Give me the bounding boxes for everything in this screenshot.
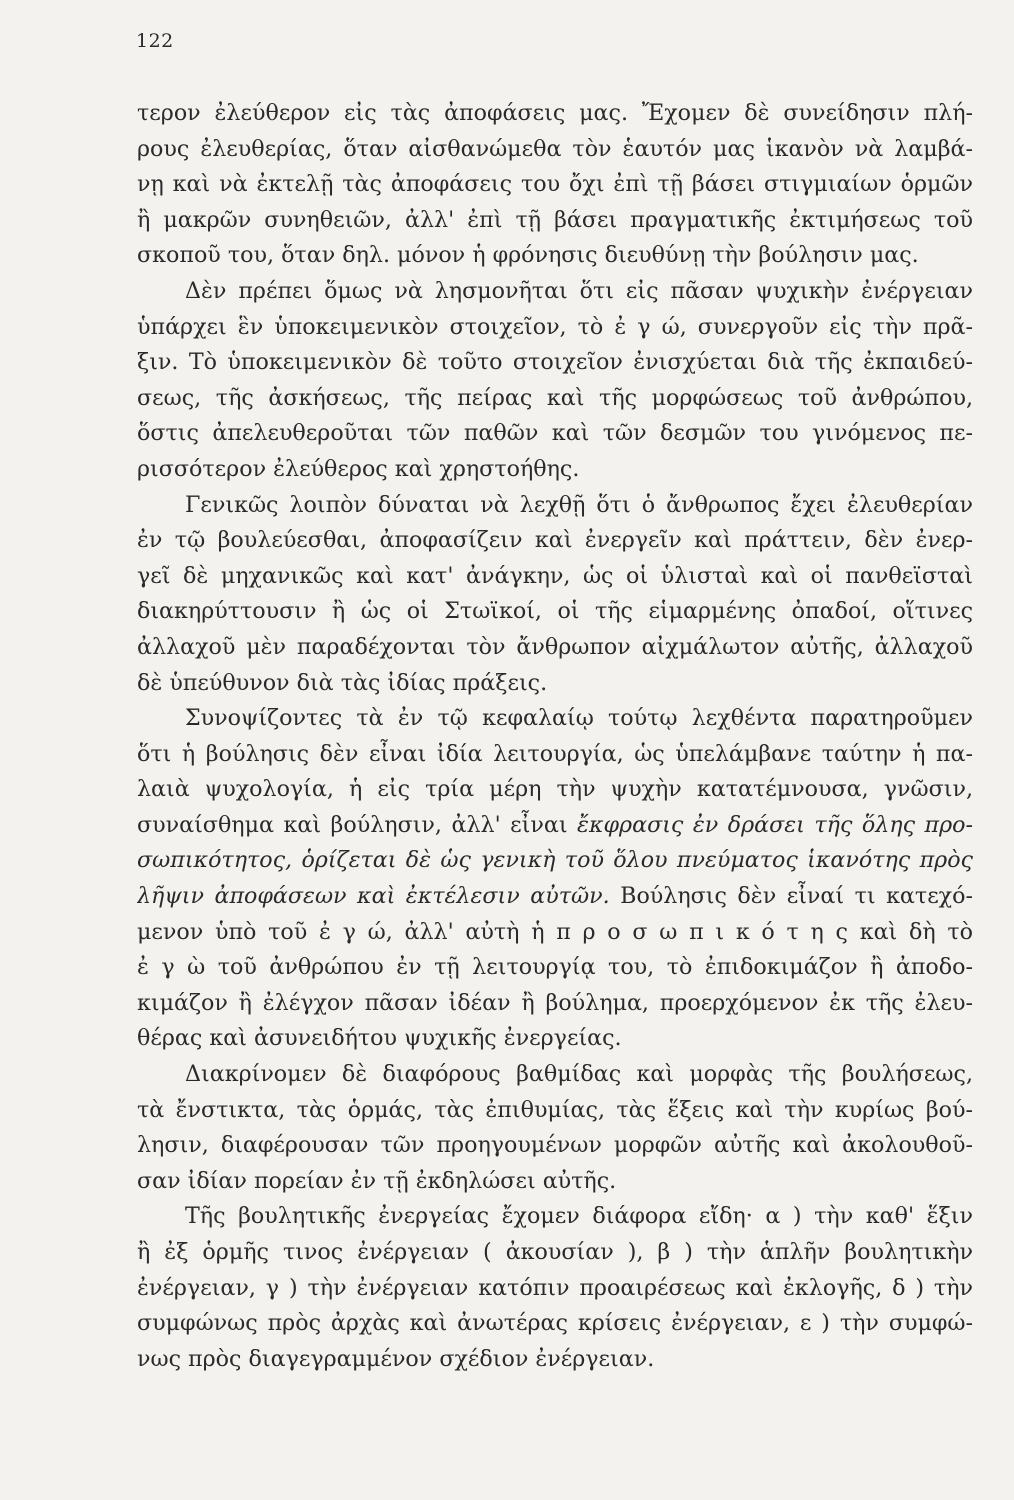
- text-segment: Δὲν πρέπει ὅμως νὰ λησμονῆται ὅτι εἰς πᾶσαν ψυχικὴν ἐνέργειαν: [185, 277, 973, 304]
- text-segment: Τῆς βουλητικῆς ἐνεργείας ἔχομεν διάφορα εἴδη· α ) τὴν καθ' ἕξιν: [185, 1203, 973, 1230]
- text-segment: συμφώνως πρὸς ἀρχὰς καὶ ἀνωτέρας κρίσεις ἐνέργειαν, ε ) τὴν συμφώ-: [137, 1310, 973, 1337]
- text-segment: Γενικῶς λοιπὸν δύναται νὰ λεχθῇ ὅτι ὁ ἄνθρωπος ἔχει ἐλευθερίαν: [185, 491, 973, 518]
- text-segment: ἀλλαχοῦ μὲν παραδέχονται τὸν ἄνθρωπον αἰχμάλωτον αὐτῆς, ἀλλαχοῦ: [137, 633, 973, 660]
- text-line: [137, 167, 973, 203]
- text-segment: ρους ἐλευθερίας, ὅταν αἰσθανώμεθα τὸν ἑαυτόν μας ἱκανὸν νὰ λαμβά-: [137, 135, 973, 162]
- text-line: [137, 1235, 973, 1271]
- text-line: [137, 310, 973, 346]
- text-segment: Διακρίνομεν δὲ διαφόρους βαθμίδας καὶ μορφὰς τῆς βουλήσεως,: [185, 1061, 973, 1088]
- text-line: [137, 1199, 973, 1235]
- text-line: [137, 1093, 973, 1129]
- text-line: [137, 488, 973, 524]
- italic-text-segment: λῆψιν ἀποφάσεων καὶ ἐκτέλεσιν αὐτῶν.: [137, 883, 610, 910]
- text-segment: συναίσθημα καὶ βούλησιν, ἀλλ' εἶναι: [137, 811, 578, 838]
- text-line: [137, 1164, 973, 1200]
- text-segment: ἢ μακρῶν συνηθειῶν, ἀλλ' ἐπὶ τῇ βάσει πραγματικῆς ἐκτιμήσεως τοῦ: [137, 206, 973, 233]
- text-segment: διακηρύττουσιν ἢ ὡς οἱ Στωϊκοί, οἱ τῆς εἱμαρμένης ὀπαδοί, οἵτινες: [137, 598, 973, 625]
- text-line: [137, 1306, 973, 1342]
- text-segment: κιμάζον ἢ ἐλέγχον πᾶσαν ἰδέαν ἢ βούλημα, προερχόμενον ἐκ τῆς ἐλευ-: [137, 989, 973, 1016]
- text-line: [137, 701, 973, 737]
- text-segment: ὅστις ἀπελευθεροῦται τῶν παθῶν καὶ τῶν δεσμῶν του γινόμενος πε-: [137, 420, 973, 447]
- text-line: [137, 203, 973, 239]
- text-segment: ἐνέργειαν, γ ) τὴν ἐνέργειαν κατόπιν προαιρέσεως καὶ ἐκλογῆς, δ ) τὴν: [137, 1274, 973, 1301]
- text-segment: τὰ ἔνστικτα, τὰς ὁρμάς, τὰς ἐπιθυμίας, τὰς ἕξεις καὶ τὴν κυρίως βού-: [137, 1096, 973, 1123]
- text-line: [137, 808, 973, 844]
- text-line: [137, 381, 973, 417]
- text-line: [137, 630, 973, 666]
- text-segment: σκοποῦ του, ὅταν δηλ. μόνον ἡ φρόνησις διευθύνῃ τὴν βούλησιν μας.: [137, 242, 919, 269]
- text-line: [137, 96, 973, 132]
- text-segment: μενον ὑπὸ τοῦ ἐ γ ώ, ἀλλ' αὐτὴ ἡ π ρ ο σ ω π ι κ ό τ η ς καὶ δὴ τὸ: [137, 918, 973, 945]
- text-segment: λησιν, διαφέρουσαν τῶν προηγουμένων μορφῶν αὐτῆς καὶ ἀκολουθοῦ-: [137, 1132, 973, 1159]
- text-segment: ὑπάρχει ἓν ὑποκειμενικὸν στοιχεῖον, τὸ ἐ γ ώ, συνεργοῦν εἰς τὴν πρᾶ-: [137, 313, 973, 340]
- text-line: [137, 559, 973, 595]
- text-segment: νως πρὸς διαγεγραμμένον σχέδιον ἐνέργειαν.: [137, 1345, 655, 1372]
- text-segment: γεῖ δὲ μηχανικῶς καὶ κατ' ἀνάγκην, ὡς οἱ ὑλισταὶ καὶ οἱ πανθεϊσταὶ: [137, 562, 973, 589]
- text-line: [137, 1271, 973, 1307]
- text-segment: ἢ ἐξ ὁρμῆς τινος ἐνέργειαν ( ἀκουσίαν ), β ) τὴν ἁπλῆν βουλητικὴν: [137, 1239, 973, 1265]
- text-line: [137, 772, 973, 808]
- text-segment: Συνοψίζοντες τὰ ἐν τῷ κεφαλαίῳ τούτῳ λεχθέντα παρατηροῦμεν: [185, 705, 973, 732]
- text-segment: ρισσότερον ἐλεύθερος καὶ χρηστοήθης.: [137, 455, 580, 482]
- text-line: [137, 345, 973, 381]
- text-line: [137, 666, 973, 702]
- text-segment: λαιὰ ψυχολογία, ἡ εἰς τρία μέρη τὴν ψυχὴν κατατέμνουσα, γνῶσιν,: [137, 776, 973, 803]
- page-number: 122: [136, 30, 174, 52]
- text-segment: σεως, τῆς ἀσκήσεως, τῆς πείρας καὶ τῆς μορφώσεως τοῦ ἀνθρώπου,: [137, 384, 973, 411]
- text-line: [137, 523, 973, 559]
- text-line: [137, 986, 973, 1022]
- text-line: [137, 274, 973, 310]
- text-line: [137, 1057, 973, 1093]
- text-line: [137, 132, 973, 168]
- text-line: [137, 879, 973, 915]
- text-line: [137, 238, 973, 274]
- text-line: [137, 452, 973, 488]
- text-segment: ξιν. Τὸ ὑποκειμενικὸν δὲ τοῦτο στοιχεῖον ἐνισχύεται διὰ τῆς ἐκπαιδεύ-: [137, 349, 973, 376]
- text-segment: σαν ἰδίαν πορείαν ἐν τῇ ἐκδηλώσει αὐτῆς.: [137, 1167, 617, 1194]
- text-segment: τερον ἐλεύθερον εἰς τὰς ἀποφάσεις μας. Ἔχομεν δὲ συνείδησιν πλή-: [137, 100, 973, 126]
- text-line: [137, 950, 973, 986]
- text-segment: δὲ ὑπεύθυνον διὰ τὰς ἰδίας πράξεις.: [137, 669, 548, 696]
- text-segment: θέρας καὶ ἀσυνειδήτου ψυχικῆς ἐνεργείας.: [137, 1025, 622, 1052]
- text-line: [137, 416, 973, 452]
- italic-text-segment: σωπικότητος, ὁρίζεται δὲ ὡς γενικὴ τοῦ ὅλου πνεύματος ἱκανότης πρὸς: [137, 847, 973, 874]
- text-line: [137, 1021, 973, 1057]
- text-segment: ἐν τῷ βουλεύεσθαι, ἀποφασίζειν καὶ ἐνεργεῖν καὶ πράττειν, δὲν ἐνερ-: [137, 527, 973, 554]
- body-text: [137, 96, 973, 1377]
- text-line: [137, 1342, 973, 1378]
- italic-text-segment: ἔκφρασις ἐν δράσει τῆς ὅλης προ-: [577, 811, 973, 838]
- text-segment: ἐ γ ὼ τοῦ ἀνθρώπου ἐν τῇ λειτουργίᾳ του, τὸ ἐπιδοκιμάζον ἢ ἀποδο-: [137, 954, 973, 981]
- text-segment: Βούλησις δὲν εἶναί τι κατεχό-: [609, 883, 973, 910]
- text-line: [137, 737, 973, 773]
- text-line: [137, 1128, 973, 1164]
- text-line: [137, 915, 973, 951]
- text-line: [137, 594, 973, 630]
- text-line: [137, 843, 973, 879]
- text-segment: νῃ καὶ νὰ ἐκτελῇ τὰς ἀποφάσεις του ὄχι ἐπὶ τῇ βάσει στιγμιαίων ὁρμῶν: [137, 171, 973, 198]
- text-segment: ὅτι ἡ βούλησις δὲν εἶναι ἰδία λειτουργία, ὡς ὑπελάμβανε ταύτην ἡ πα-: [137, 740, 973, 767]
